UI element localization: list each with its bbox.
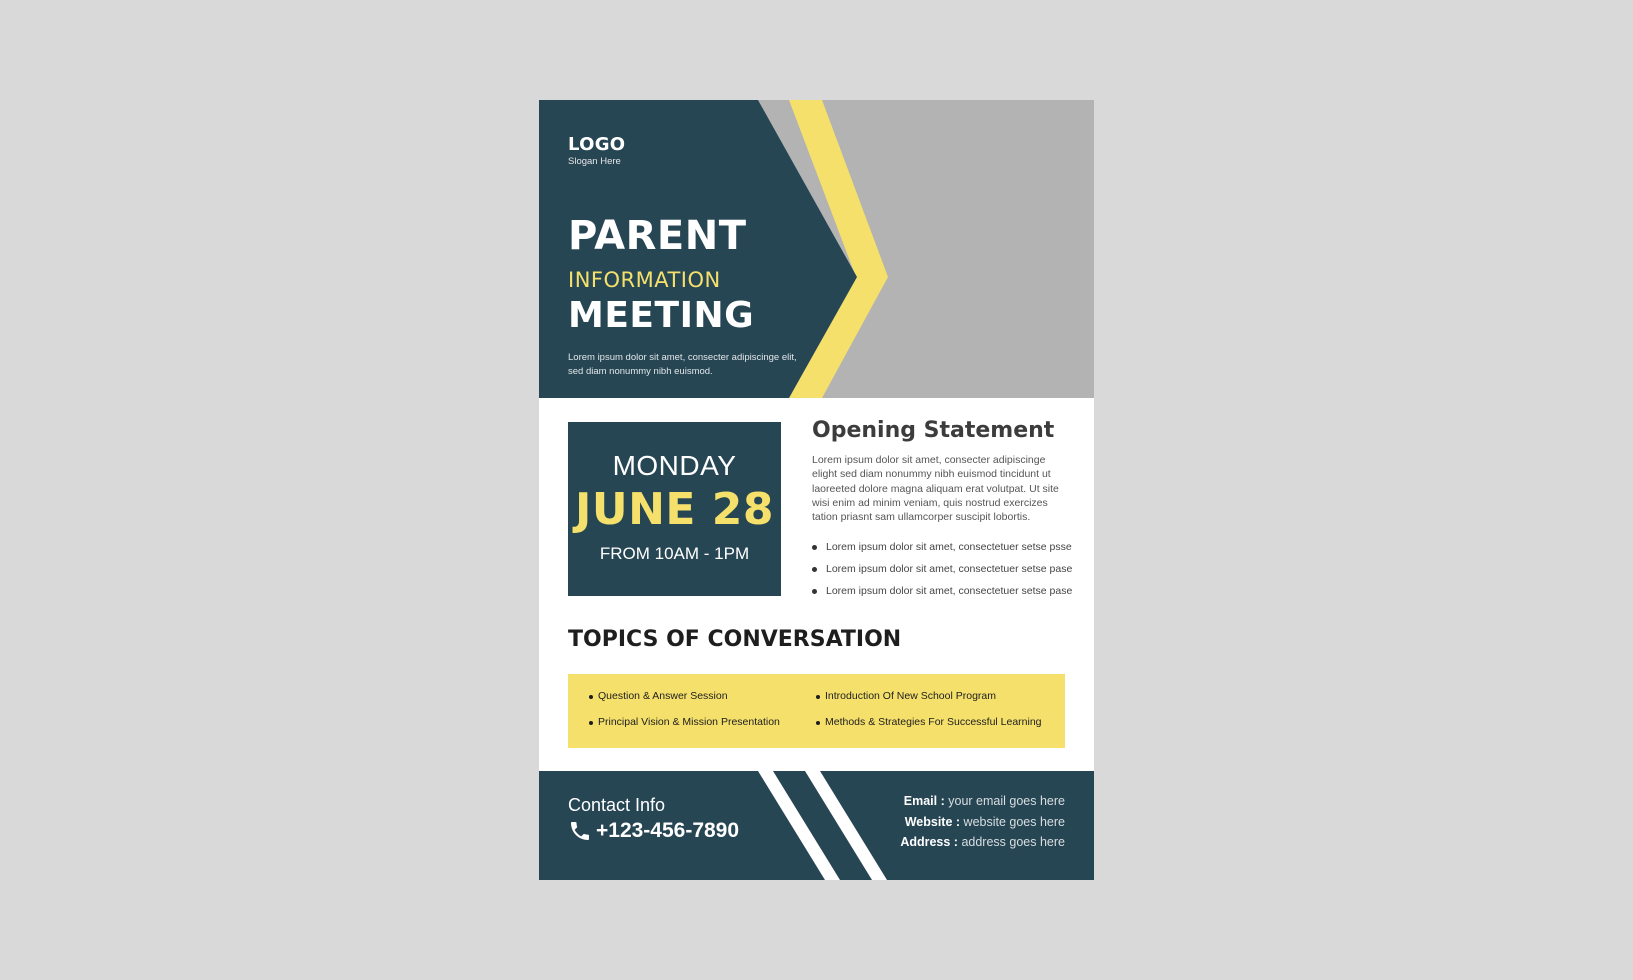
- date-box: [568, 422, 781, 596]
- title-information: INFORMATION: [568, 268, 721, 292]
- bullet-icon: [816, 721, 820, 725]
- email-value: your email goes here: [948, 794, 1065, 808]
- logo: LOGO: [568, 134, 626, 155]
- bullet-icon: [589, 695, 593, 699]
- address-row: [900, 832, 1065, 853]
- website-value: website goes here: [963, 814, 1065, 829]
- hero-section: [539, 100, 1094, 398]
- topic-text: Principal Vision & Mission Presentation: [598, 716, 780, 728]
- email-label: Email :: [903, 794, 945, 808]
- bullet-icon: [812, 589, 817, 594]
- flyer: [539, 100, 1094, 880]
- opening-bullet-list: [812, 540, 1074, 606]
- bullet-icon: [589, 721, 593, 725]
- address-value: address goes here: [961, 835, 1065, 849]
- website-label: Website :: [904, 814, 961, 829]
- date-day: MONDAY: [612, 450, 737, 481]
- address-label: Address :: [900, 835, 958, 849]
- topic-text: Question & Answer Session: [598, 690, 728, 702]
- email-row: [900, 791, 1065, 812]
- contact-label: Contact Info: [568, 795, 666, 815]
- date-date: JUNE 28: [574, 484, 775, 535]
- list-item: [812, 584, 1074, 606]
- phone-icon: [568, 819, 592, 843]
- bullet-icon: [812, 567, 817, 572]
- hero-description: Lorem ipsum dolor sit amet, consecter adipiscinge elit, sed diam nonummy nibh euismod.: [568, 352, 797, 377]
- list-item: [812, 540, 1074, 562]
- topic-item: [589, 690, 728, 702]
- opening-text: Lorem ipsum dolor sit amet, consecter adipiscinge elight sed diam nonummy nibh euismod tincidunt ut laoreeted dolore magna aliquam erat volutpat. Ut site wisi enim ad minim veniam, quis nostrud exercizes tation priasnt sam ullamcorper suscipit lobortis.: [812, 454, 1059, 524]
- topic-item: [589, 716, 780, 728]
- topics-box: [568, 674, 1065, 748]
- topic-item: [816, 716, 1042, 728]
- list-item: [812, 562, 1074, 584]
- date-time: FROM 10AM - 1PM: [599, 544, 750, 563]
- footer: [539, 771, 1094, 880]
- phone-number: +123-456-7890: [596, 819, 740, 842]
- contact-details: [900, 791, 1065, 853]
- title-parent: PARENT: [568, 213, 747, 259]
- list-item-text: Lorem ipsum dolor sit amet, consectetuer setse pase: [826, 585, 1073, 597]
- topics-title: TOPICS OF CONVERSATION: [568, 627, 902, 652]
- opening-title: Opening Statement: [812, 418, 1055, 443]
- topic-text: Methods & Strategies For Successful Learning: [825, 716, 1042, 728]
- title-meeting: MEETING: [568, 295, 755, 336]
- topic-item: [816, 690, 996, 702]
- website-row: [900, 812, 1065, 833]
- bullet-icon: [816, 695, 820, 699]
- contact-phone: [568, 819, 739, 843]
- bullet-icon: [812, 545, 817, 550]
- list-item-text: Lorem ipsum dolor sit amet, consectetuer setse pase: [826, 563, 1073, 575]
- slogan: Slogan Here: [568, 156, 621, 167]
- logo-block: [568, 134, 625, 167]
- topic-text: Introduction Of New School Program: [825, 690, 996, 702]
- list-item-text: Lorem ipsum dolor sit amet, consectetuer setse psse: [826, 541, 1072, 553]
